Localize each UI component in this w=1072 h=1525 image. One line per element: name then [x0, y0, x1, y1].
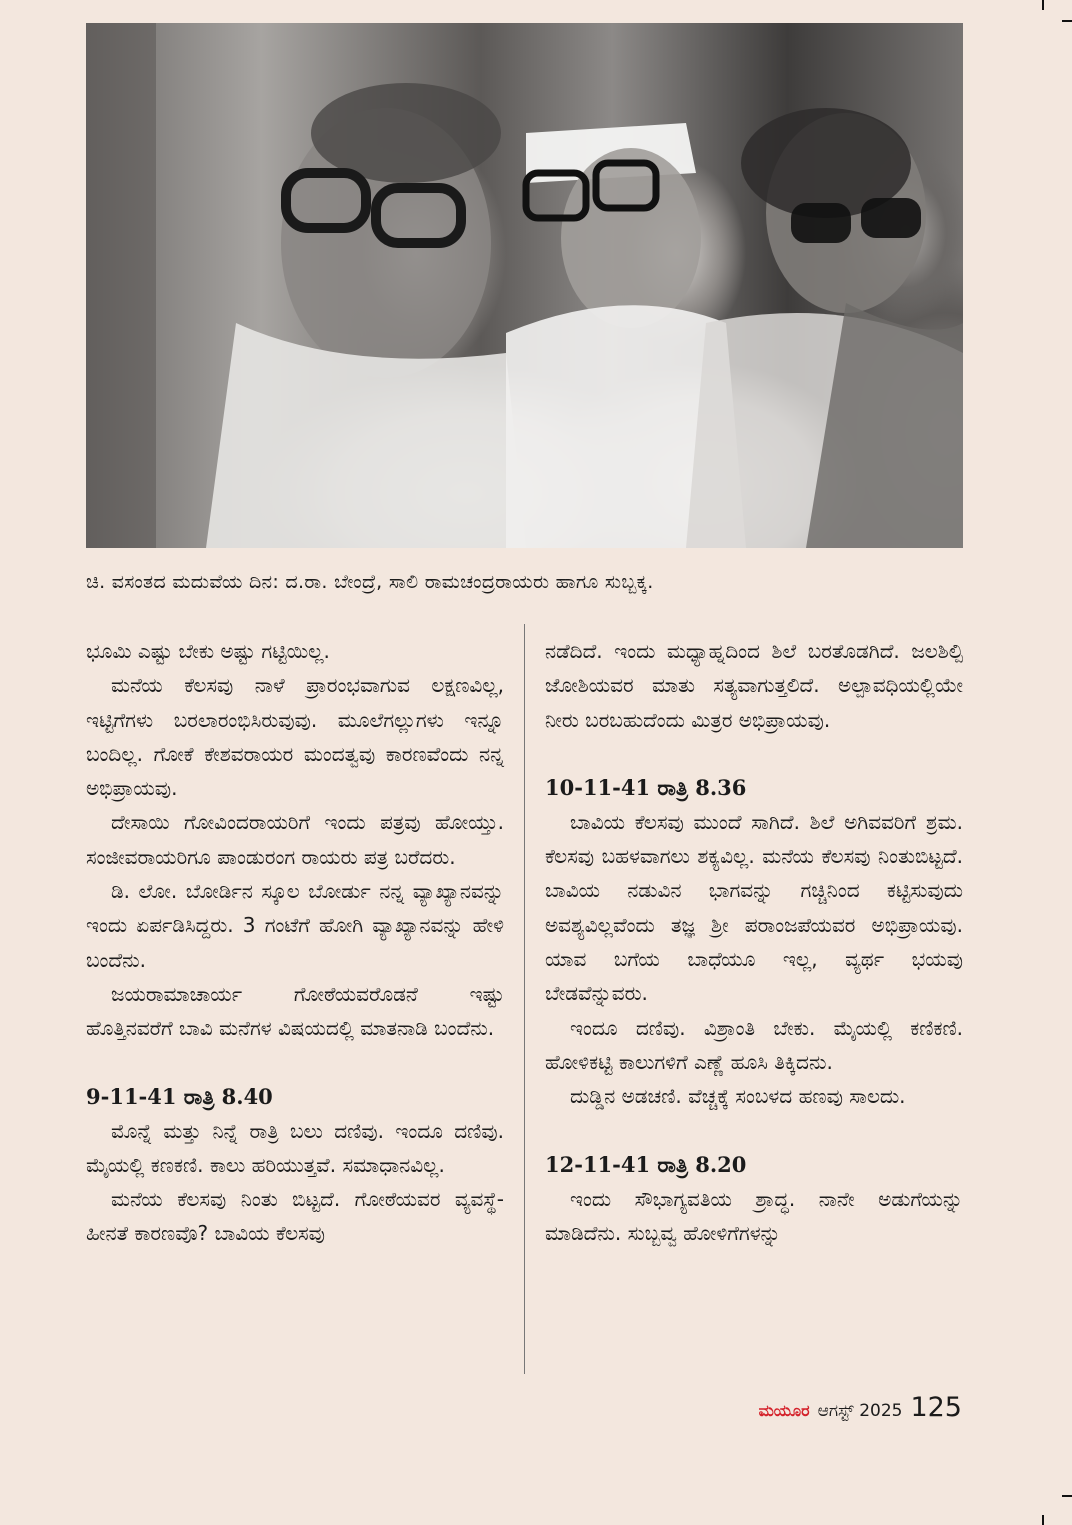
paragraph: ಮನೆಯ ಕೆಲಸವು ನಿಂತು ಬಿಟ್ಟದೆ. ಗೋಠೆಯವರ ವ್ಯವಸ್ಥೆ-ಹೀನತೆ ಕಾರಣವೊ? ಬಾವಿಯ ಕೆಲಸವು [86, 1187, 504, 1246]
paragraph: ಬಾವಿಯ ಕೆಲಸವು ಮುಂದೆ ಸಾಗಿದೆ. ಶಿಲೆ ಅಗಿವವರಿಗೆ ಶ್ರಮ. ಕೆಲಸವು ಬಹಳವಾಗಲು ಶಕ್ಯವಿಲ್ಲ. ಮನೆಯ ಕೆಲಸವು ನಿಂತುಬಿಟ್ಟದೆ. ಬಾವಿಯ ನಡುವಿನ ಭಾಗವನ್ನು ಗಚ್ಚಿನಿಂದ ಕಟ್ಟಿಸುವುದು ಅವಶ್ಯವಿಲ್ಲವೆಂದು ತಜ್ಞ ಶ್ರೀ ಪರಾಂಜಪೆಯವರ ಅಭಿಪ್ರಾಯವು. ಯಾವ ಬಗೆಯ ಬಾಧೆಯೂ ಇಲ್ಲ, ವ್ಯರ್ಥ ಭಯವು ಬೇಡವೆನ್ನುವರು. [545, 809, 963, 1006]
paragraph: ಡಿ. ಲೋ. ಬೋರ್ಡಿನ ಸ್ಕೂಲ ಬೋರ್ಡು ನನ್ನ ವ್ಯಾಖ್ಯಾನವನ್ನು ಇಂದು ಏರ್ಪಡಿಸಿದ್ದರು. 3 ಗಂಟೆಗೆ ಹೋಗಿ ವ್ಯಾಖ್ಯಾನವನ್ನು ಹೇಳಿ ಬಂದೆನು. [86, 879, 504, 972]
entry-date-heading: 10-11-41 ರಾತ್ರಿ 8.36 [545, 774, 747, 800]
crop-mark [1042, 0, 1044, 10]
column-divider [524, 624, 525, 1374]
paragraph: ಮೊನ್ನೆ ಮತ್ತು ನಿನ್ನೆ ರಾತ್ರಿ ಬಲು ದಣಿವು. ಇಂದೂ ದಣಿವು. ಮೈಯಲ್ಲಿ ಕಣಕಣಿ. ಕಾಲು ಹರಿಯುತ್ತವೆ. ಸಮಾಧಾನವಿಲ್ಲ. [86, 1118, 504, 1177]
paragraph: ದೇಸಾಯಿ ಗೋವಿಂದರಾಯರಿಗೆ ಇಂದು ಪತ್ರವು ಹೋಯ್ತು. ಸಂಜೀವರಾಯರಿಗೂ ಪಾಂಡುರಂಗ ರಾಯರು ಪತ್ರ ಬರೆದರು. [86, 810, 504, 869]
paragraph: ದುಡ್ಡಿನ ಅಡಚಣಿ. ವೆಚ್ಚಕ್ಕೆ ಸಂಬಳದ ಹಣವು ಸಾಲದು. [570, 1084, 906, 1109]
crop-mark [1042, 1515, 1044, 1525]
paragraph: ಇಂದು ಸೌಭಾಗ್ಯವತಿಯ ಶ್ರಾದ್ಧ. ನಾನೇ ಅಡುಗೆಯನ್ನು ಮಾಡಿದೆನು. ಸುಬ್ಬವ್ವ ಹೋಳಿಗೆಗಳನ್ನು [545, 1186, 963, 1245]
entry-date-heading: 9-11-41 ರಾತ್ರಿ 8.40 [86, 1083, 273, 1109]
photo-icon [86, 23, 963, 548]
paragraph: ಜಯರಾಮಾಚಾರ್ಯ ಗೋಠೆಯವರೊಡನೆ ಇಷ್ಟು ಹೊತ್ತಿನವರೆಗೆ ಬಾವಿ ಮನೆಗಳ ವಿಷಯದಲ್ಲಿ ಮಾತನಾಡಿ ಬಂದೆನು. [86, 981, 504, 1041]
magazine-logo: ಮಯೂರ [758, 1401, 810, 1420]
left-column [86, 634, 504, 1251]
photo-image [86, 23, 963, 548]
right-column [545, 634, 963, 1250]
paragraph: ನಡೆದಿದೆ. ಇಂದು ಮಧ್ಯಾಹ್ನದಿಂದ ಶಿಲೆ ಬರತೊಡಗಿದೆ. ಜಲಶಿಲ್ಪಿ ಜೋಶಿಯವರ ಮಾತು ಸತ್ಯವಾಗುತ್ತಲಿದೆ. ಅಲ್ಪಾವಧಿಯಲ್ಲಿಯೇ ನೀರು ಬರಬಹುದೆಂದು ಮಿತ್ರರ ಅಭಿಪ್ರಾಯವು. [545, 639, 963, 732]
page-number: 125 [910, 1392, 962, 1423]
paragraph: ಭೂಮಿ ಎಷ್ಟು ಬೇಕು ಅಷ್ಟು ಗಟ್ಟಿಯಿಲ್ಲ. [86, 639, 330, 663]
photo-caption: ಚಿ. ವಸಂತದ ಮದುವೆಯ ದಿನ: ದ.ರಾ. ಬೇಂದ್ರೆ, ಸಾಲಿ ರಾಮಚಂದ್ರರಾಯರು ಹಾಗೂ ಸುಬ್ಬಕ್ಕ. [86, 571, 654, 593]
page-footer [759, 1392, 962, 1423]
paragraph: ಮನೆಯ ಕೆಲಸವು ನಾಳೆ ಪ್ರಾರಂಭವಾಗುವ ಲಕ್ಷಣವಿಲ್ಲ, ಇಟ್ಟಿಗೆಗಳು ಬರಲಾರಂಭಿಸಿರುವುವು. ಮೂಲೆಗಲ್ಲುಗಳು ಇನ್ನೂ ಬಂದಿಲ್ಲ. ಗೋಕೆ ಕೇಶವರಾಯರ ಮಂದತ್ವವು ಕಾರಣವೆಂದು ನನ್ನ ಅಭಿಪ್ರಾಯವು. [86, 673, 504, 801]
paragraph: ಇಂದೂ ದಣಿವು. ವಿಶ್ರಾಂತಿ ಬೇಕು. ಮೈಯಲ್ಲಿ ಕಣಿಕಣಿ. ಹೋಳಿಕಟ್ಟಿ ಕಾಲುಗಳಿಗೆ ಎಣ್ಣೆ ಹೂಸಿ ತಿಕ್ಕಿದನು. [545, 1015, 963, 1074]
crop-mark [1062, 1495, 1072, 1497]
issue-date: ಆಗಸ್ಟ್ 2025 [817, 1401, 903, 1421]
entry-date-heading: 12-11-41 ರಾತ್ರಿ 8.20 [545, 1151, 747, 1177]
crop-mark [1062, 20, 1072, 22]
